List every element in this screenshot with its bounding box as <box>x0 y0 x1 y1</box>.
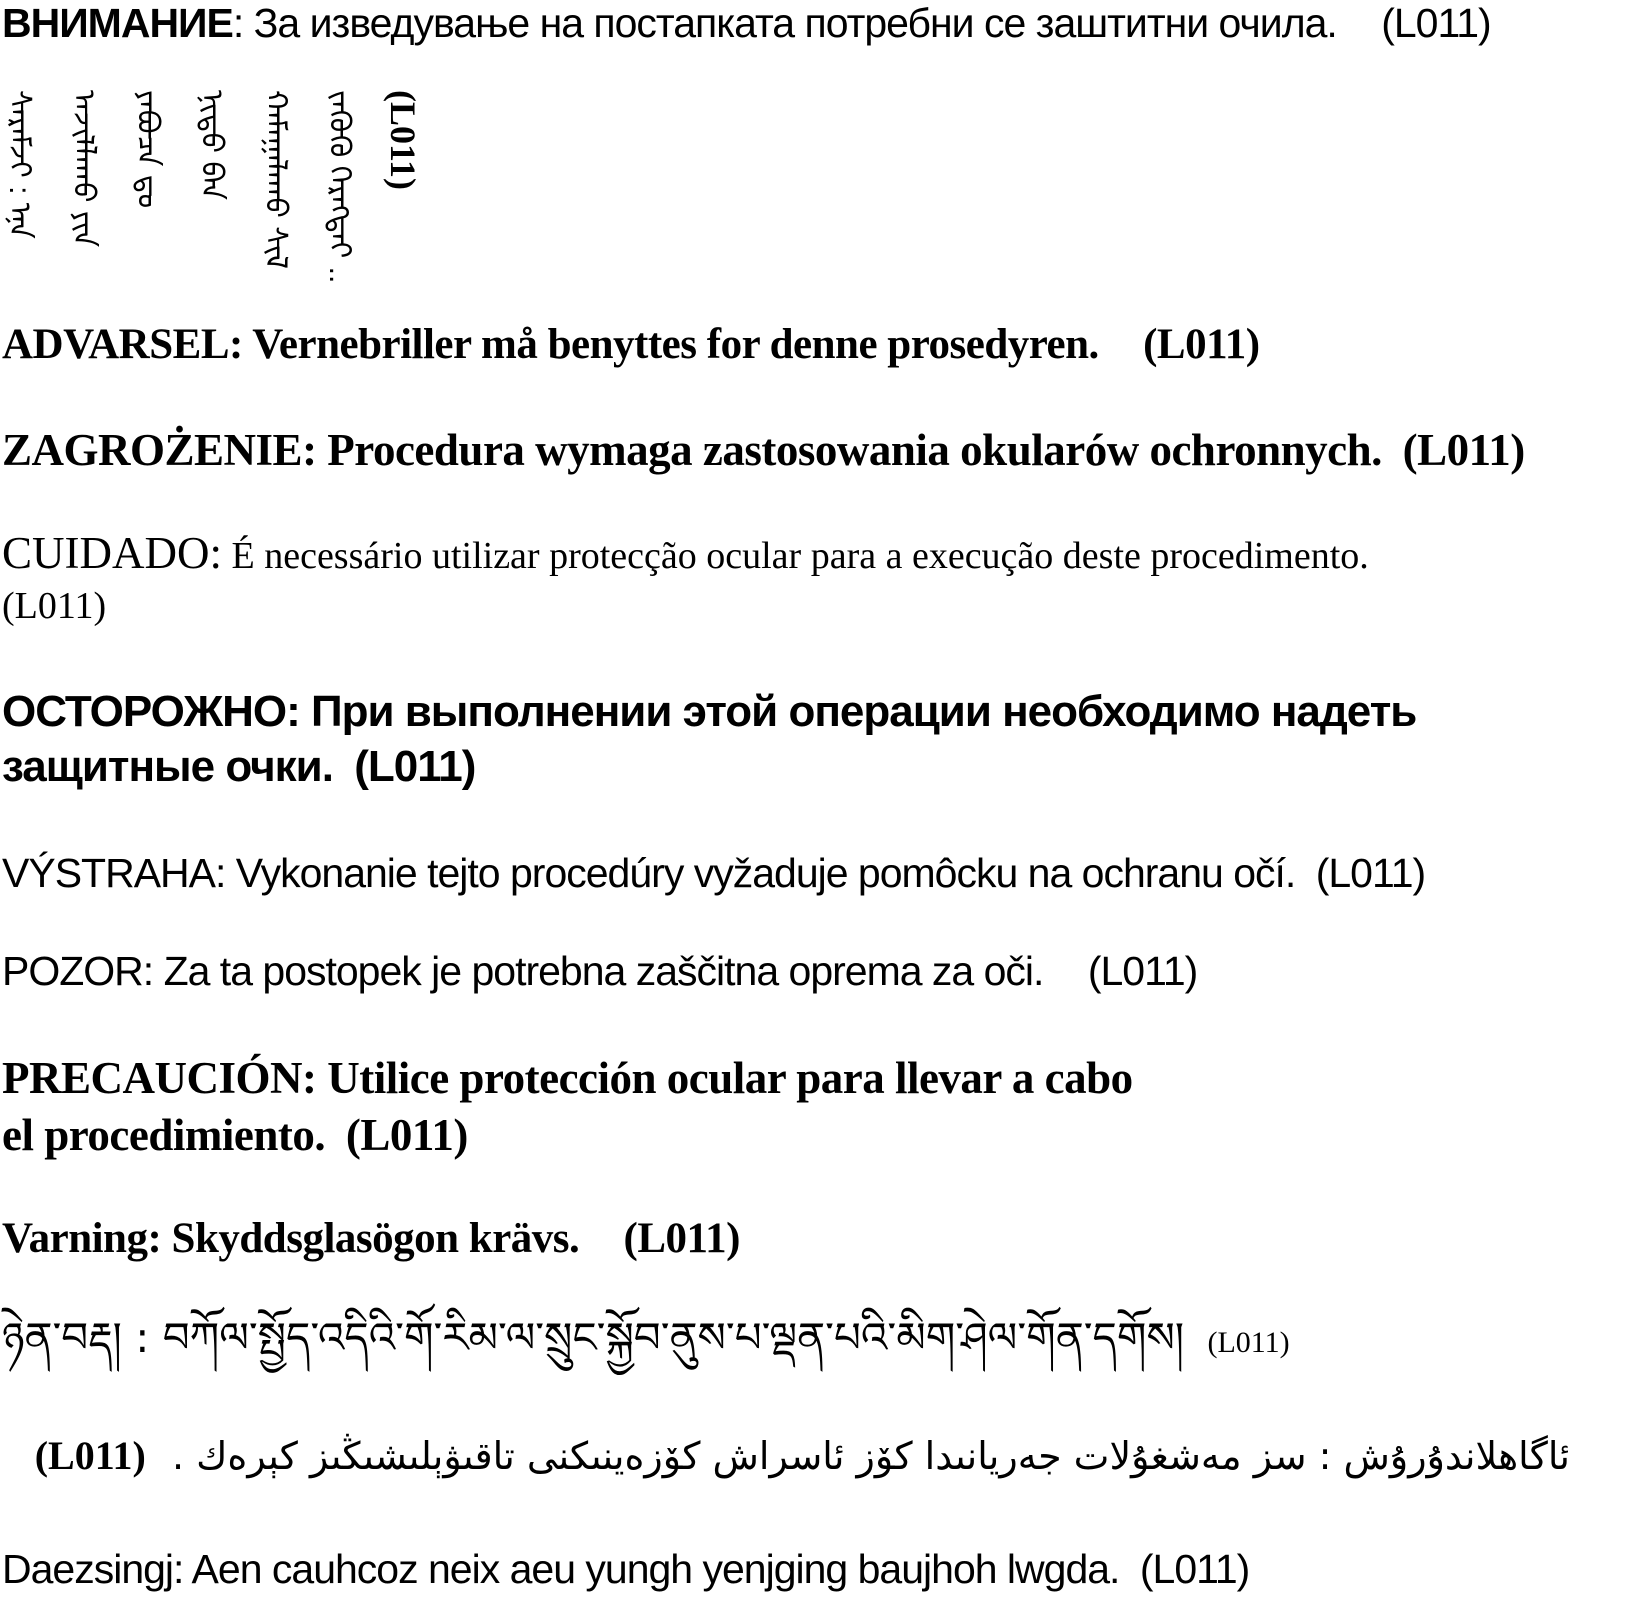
notice-code: (L011) <box>1381 0 1491 46</box>
warning-swedish-label: Varning: <box>2 1215 162 1262</box>
notice-code: (L011) <box>1143 321 1260 368</box>
warning-portuguese-label: CUIDADO: <box>2 528 222 578</box>
warning-slovenian-text: POZOR: Za ta postopek je potrebna zaščitna oprema za oči. <box>2 948 1044 994</box>
warning-swedish <box>2 1214 1630 1263</box>
notice-code: (L011) <box>354 742 476 791</box>
mongolian-column-6: ᠵᠡᠭᠦᠬᠦ ᠬᠡᠷᠡᠭᠲᠡᠢ .. <box>323 90 356 284</box>
warning-norwegian-text: ADVARSEL: Vernebriller må benyttes for denne prosedyren. <box>2 321 1099 368</box>
warning-spanish-line2: el procedimiento. (L011) <box>2 1110 468 1160</box>
warning-spanish <box>2 1050 1630 1164</box>
warning-tibetan <box>2 1288 1630 1393</box>
warning-macedonian-label: ВНИМАНИЕ <box>2 0 233 46</box>
warning-norwegian <box>2 320 1630 369</box>
notice-code: (L011) <box>1402 425 1525 475</box>
notice-code: (L011) <box>345 1110 468 1160</box>
warning-polish-text: ZAGROŻENIE: Procedura wymaga zastosowania okularów ochronnych. <box>2 425 1382 475</box>
notice-code: (L011) <box>1087 948 1198 994</box>
warning-macedonian-text: : За изведување на постапката потребни се заштитни очила. <box>232 0 1337 46</box>
mongolian-column-3: ᠶᠠᠪᠤᠴᠠ ᠳᠤ <box>131 90 164 209</box>
warning-mongolian <box>2 90 1630 290</box>
warning-polish <box>2 424 1630 476</box>
mongolian-column-4: ᠨᠢᠳᠦ ᠪᠡᠨ <box>195 90 228 201</box>
warning-portuguese <box>2 528 1630 631</box>
warning-swedish-text: Skyddsglasögon krävs. <box>161 1215 580 1262</box>
warning-uyghur <box>2 1432 1570 1479</box>
mongolian-column-2: ᠠᠵᠢᠯᠯᠠᠬᠤ ᠶᠢᠨ <box>67 90 100 248</box>
notice-code: (L011) <box>34 1433 146 1478</box>
mongolian-column-5: ᠬᠠᠮᠠᠭᠠᠯᠠᠬᠤ ᠰᠢᠯ <box>259 90 292 269</box>
warning-russian-line1: ОСТОРОЖНО: При выполнении этой операции необходимо надеть <box>2 687 1417 736</box>
warning-slovenian <box>2 948 1630 995</box>
notice-code: (L011) <box>1139 1546 1250 1592</box>
warning-zhuang <box>2 1546 1630 1593</box>
notice-code: (L011) <box>1207 1326 1290 1359</box>
warning-spanish-line1: PRECAUCIÓN: Utilice protección ocular para llevar a cabo <box>2 1053 1133 1103</box>
warning-tibetan-text: ཉེན་བརྡ། : བཀོལ་སྤྱོད་འདིའི་གོ་རིམ་ལ་སྲུང་སྐྱོབ་ནུས་པ་ལྡན་པའི་མིག་ཤེལ་གོན་དགོས། <box>2 1313 1185 1362</box>
mongolian-column-1: ᠰᠡᠷᠡᠮᠵᠢ : ᠡᠨᠡ <box>3 90 36 239</box>
notice-code: (L011) <box>2 585 107 627</box>
notice-code: (L011) <box>383 90 423 191</box>
warning-slovak <box>2 850 1630 897</box>
warning-uyghur-text: ئاگاھلاندۇرۇش : سز مەشغۇلات جەريانىدا كۆز ئاسراش كۆزەينىكنى تاقىۋېلىشىڭىز كېرەك . <box>171 1434 1570 1478</box>
warning-slovak-text: VÝSTRAHA: Vykonanie tejto procedúry vyžaduje pomôcku na ochranu očí. <box>2 850 1296 896</box>
warning-russian <box>2 684 1630 794</box>
warning-zhuang-text: Daezsingj: Aen cauhcoz neix aeu yungh yenjging baujhoh lwgda. <box>2 1546 1120 1592</box>
warning-russian-line2: защитные очки. (L011) <box>2 742 476 791</box>
notice-code: (L011) <box>623 1215 740 1262</box>
notice-code: (L011) <box>1315 850 1426 896</box>
warning-portuguese-text: É necessário utilizar protecção ocular para a execução deste procedimento. <box>222 535 1369 577</box>
warning-macedonian <box>2 0 1630 47</box>
